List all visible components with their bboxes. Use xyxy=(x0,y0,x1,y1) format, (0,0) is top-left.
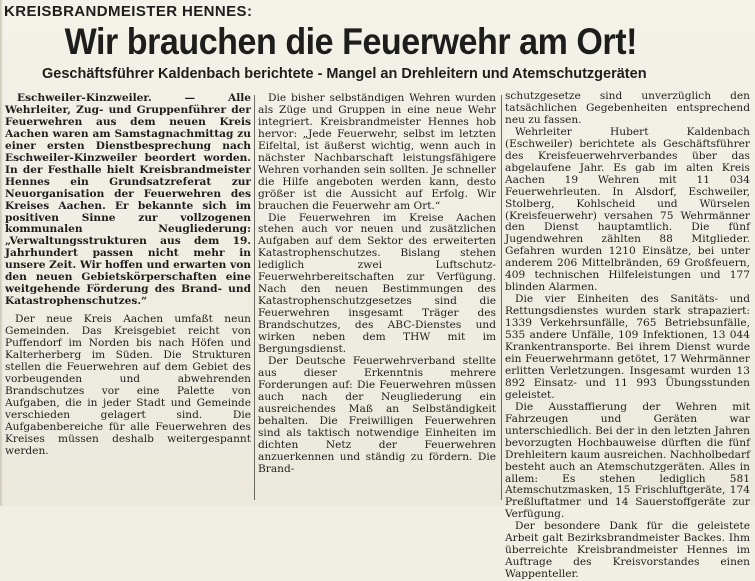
body-paragraph: Die Ausstaffierung der Wehren mit Fahrzeugen und Geräten war unterschiedlich. Bei der in den letzten Jahren bevorzugten Hochbauweise dürften die fünf Drehleitern kaum ausreichen. Nachholbedarf besteht auch an Atemschutzgeräten. Alles in allem: Es stehen lediglich 581 Atemschutzmasken, 15 Frischluftgeräte, 174 Preßluftatmer und 14 Sauerstoffgeräte zur Verfügung. xyxy=(505,400,751,521)
subheadline: Geschäftsführer Kaldenbach berichtete - Mangel an Drehleitern und Atemschutzgeräten xyxy=(42,66,647,82)
column-3 xyxy=(505,91,750,581)
body-paragraph: Der besondere Dank für die geleistete Arbeit galt Bezirksbrandmeister Backes. Ihm überreichte Kreisbrandmeister Hennes im Auftrage des Kreisvorstandes einen Wappenteller. xyxy=(505,520,750,581)
body-paragraph: Die Feuerwehren im Kreise Aachen stehen auch vor neuen und zusätzlichen Aufgaben auf dem Sektor des erweiterten Katastrophenschutzes. Bislang stehen lediglich zwei Luftschutz-Feuerwehrbereitschaften zur Verfügung. Nach den neuen Bestimmungen des Katastrophenschutzgesetzes sind die Feuerwehren insgesamt Träger des Brandschutzes, des ABC-Dienstes und wirken neben dem THW mit im Bergungsdienst. xyxy=(258,211,496,356)
body-paragraph: Die vier Einheiten des Sanitäts- und Rettungsdienstes wurden stark strapaziert: 1339 Verkehrsunfälle, 765 Betriebsunfälle, 535 andere Unfälle, 109 Infektionen, 13 044 Krankentransporte. Bei ihrem Dienst wurde ein Feuerwehrmann getötet, 17 Wehrmänner erlitten Verletzungen. Insgesamt wurden 13 892 Einsatz- und 11 993 Übungsstunden geleistet. xyxy=(505,293,750,401)
column-2 xyxy=(258,93,496,476)
column-rule-2 xyxy=(501,95,502,500)
body-paragraph: schutzgesetze sind unverzüglich den tatsächlichen Gegebenheiten entsprechend neu zu fassen. xyxy=(505,90,750,126)
body-paragraph: Der neue Kreis Aachen umfaßt neun Gemeinden. Das Kreisgebiet reicht von Puffendorf im Norden bis nach Höfen und Kalterherberg im Süden. Die Strukturen stellen die Feuerwehren auf dem Gebiet des vorbeugenden und abwehrenden Brandschutzes vor eine Palette von Aufgaben, die in jeder Stadt und Gemeinde verschieden gelagert sind. Die Aufgabenbereiche für alle Feuerwehren des Kreises müssen deshalb weitergespannt werden. xyxy=(5,313,251,457)
column-1 xyxy=(5,93,251,458)
body-paragraph: Die bisher selbständigen Wehren wurden als Züge und Gruppen in eine neue Wehr integriert. Kreisbrandmeister Hennes hob hervor: „Jede Feuerwehr, selbst im letzten Eifeltal, ist äußerst wichtig, wenn auch in nächster Nachbarschaft leistungsfähigere Wehren vorhanden sein sollten. Je schneller die Hilfe angeboten werden kann, desto größer ist die Aussicht auf Erfolg. Wir brauchen die Feuerwehr am Ort.“ xyxy=(258,92,496,212)
kicker-line: KREISBRANDMEISTER HENNES: xyxy=(4,3,253,20)
lead-paragraph: Eschweiler-Kinzweiler. — Alle Wehrleiter, Zug- und Gruppenführer der Feuerwehren aus dem neuen Kreis Aachen waren am Samstagnachmittag zu einer ersten Dienstbesprechung nach Eschweiler-Kinzweiler beordert worden. In der Festhalle hielt Kreisbrandmeister Hennes ein Grundsatzreferat zur Neuorganisation der Feuerwehren des Kreises Aachen. Er bekannte sich im positiven Sinne zur vollzogenen kommunalen Neugliederung: „Verwaltungsstrukturen aus dem 19. Jahrhundert passen nicht mehr in unsere Zeit. Wir hoffen und erwarten von den neuen Gebietskörperschaften eine weitgehende Förderung des Brand- und Katastrophenschutzes.“ xyxy=(5,92,251,308)
paper-edge-shadow xyxy=(0,0,3,506)
headline: Wir brauchen die Feuerwehr am Ort! xyxy=(64,21,637,62)
column-rule-1 xyxy=(254,95,255,500)
body-paragraph: Wehrleiter Hubert Kaldenbach (Eschweiler) berichtete als Geschäftsführer des Kreisfeuerwehrverbandes über das abgelaufene Jahr. Es gab im alten Kreis Aachen 19 Wehren mit 11 034 Feuerwehrleuten. In Alsdorf, Eschweiler, Stolberg, Kohlscheid und Würselen (Kreisfeuerwehr) versahen 75 Wehrmänner den Dienst hauptamtlich. Die fünf Jugendwehren zählten 88 Mitglieder. Gefahren wurden 1210 Einsätze, bei unter anderem 206 Mittelbränden, 69 Großfeuern, 409 technischen Hilfeleistungen und 177 blinden Alarmen. xyxy=(505,125,750,294)
body-paragraph: Der Deutsche Feuerwehrverband stellte aus dieser Erkenntnis mehrere Forderungen auf: Die Feuerwehren müssen auch nach der Neugliederung ein ausreichendes Maß an Selbständigkeit behalten. Die Freiwilligen Feuerwehren sind als taktisch notwendige Einheiten im dichten Netz der Feuerwehren anzuerkennen und ständig zu fördern. Die Brand- xyxy=(258,354,496,475)
